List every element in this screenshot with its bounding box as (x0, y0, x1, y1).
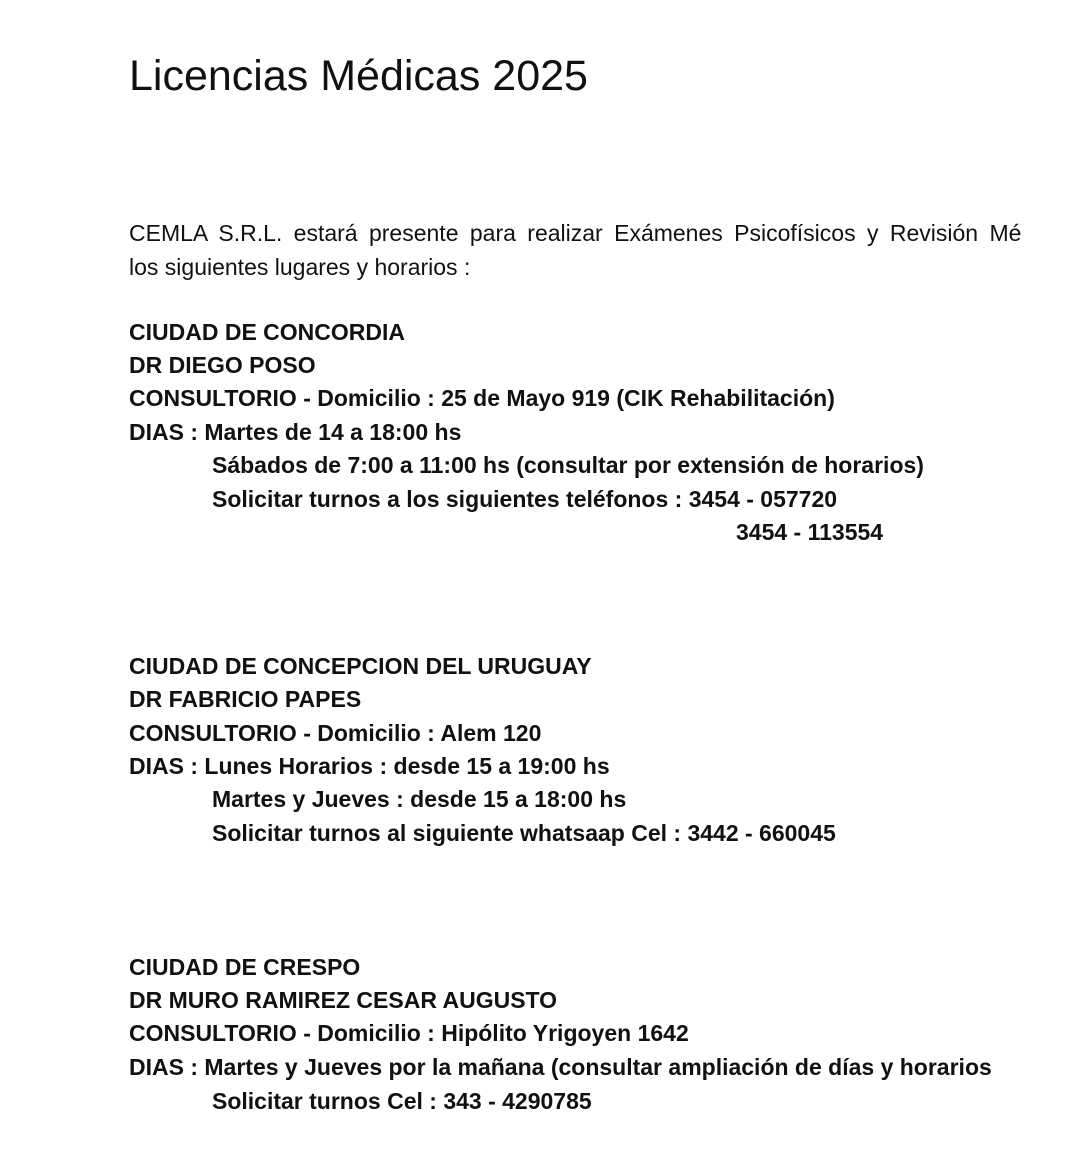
section-days: DIAS : Lunes Horarios : desde 15 a 19:00 hs (129, 753, 610, 779)
section-city: CIUDAD DE CONCORDIA (129, 319, 405, 345)
intro-line-2: los siguientes lugares y horarios : (129, 254, 471, 280)
section-days: DIAS : Martes y Jueves por la mañana (consultar ampliación de días y horarios (129, 1054, 992, 1080)
section-extra-hours: Sábados de 7:00 a 11:00 hs (consultar por extensión de horarios) (212, 452, 924, 478)
page-title: Licencias Médicas 2025 (129, 52, 588, 100)
section-extra-hours: Martes y Jueves : desde 15 a 18:00 hs (212, 786, 627, 812)
section-doctor: DR FABRICIO PAPES (129, 686, 362, 712)
section-doctor: DR MURO RAMIREZ CESAR AUGUSTO (129, 987, 558, 1013)
intro-paragraph (129, 216, 1021, 284)
section-city: CIUDAD DE CONCEPCION DEL URUGUAY (129, 653, 592, 679)
section-office: CONSULTORIO - Domicilio : Hipólito Yrigoyen 1642 (129, 1020, 689, 1046)
section-city: CIUDAD DE CRESPO (129, 954, 361, 980)
section-office: CONSULTORIO - Domicilio : 25 de Mayo 919 (CIK Rehabilitación) (129, 385, 835, 411)
section-turnos: Solicitar turnos al siguiente whatsaap Cel : 3442 - 660045 (212, 820, 836, 846)
section-doctor: DR DIEGO POSO (129, 352, 316, 378)
section-office: CONSULTORIO - Domicilio : Alem 120 (129, 720, 542, 746)
intro-line-1: CEMLA S.R.L. estará presente para realizar Exámenes Psicofísicos y Revisión Mé (129, 220, 1022, 246)
section-turnos: Solicitar turnos Cel : 343 - 4290785 (212, 1088, 592, 1114)
section-turnos: Solicitar turnos a los siguientes teléfonos : 3454 - 057720 (212, 486, 838, 512)
section-turnos-second-phone: 3454 - 113554 (736, 519, 884, 545)
section-days: DIAS : Martes de 14 a 18:00 hs (129, 419, 462, 445)
